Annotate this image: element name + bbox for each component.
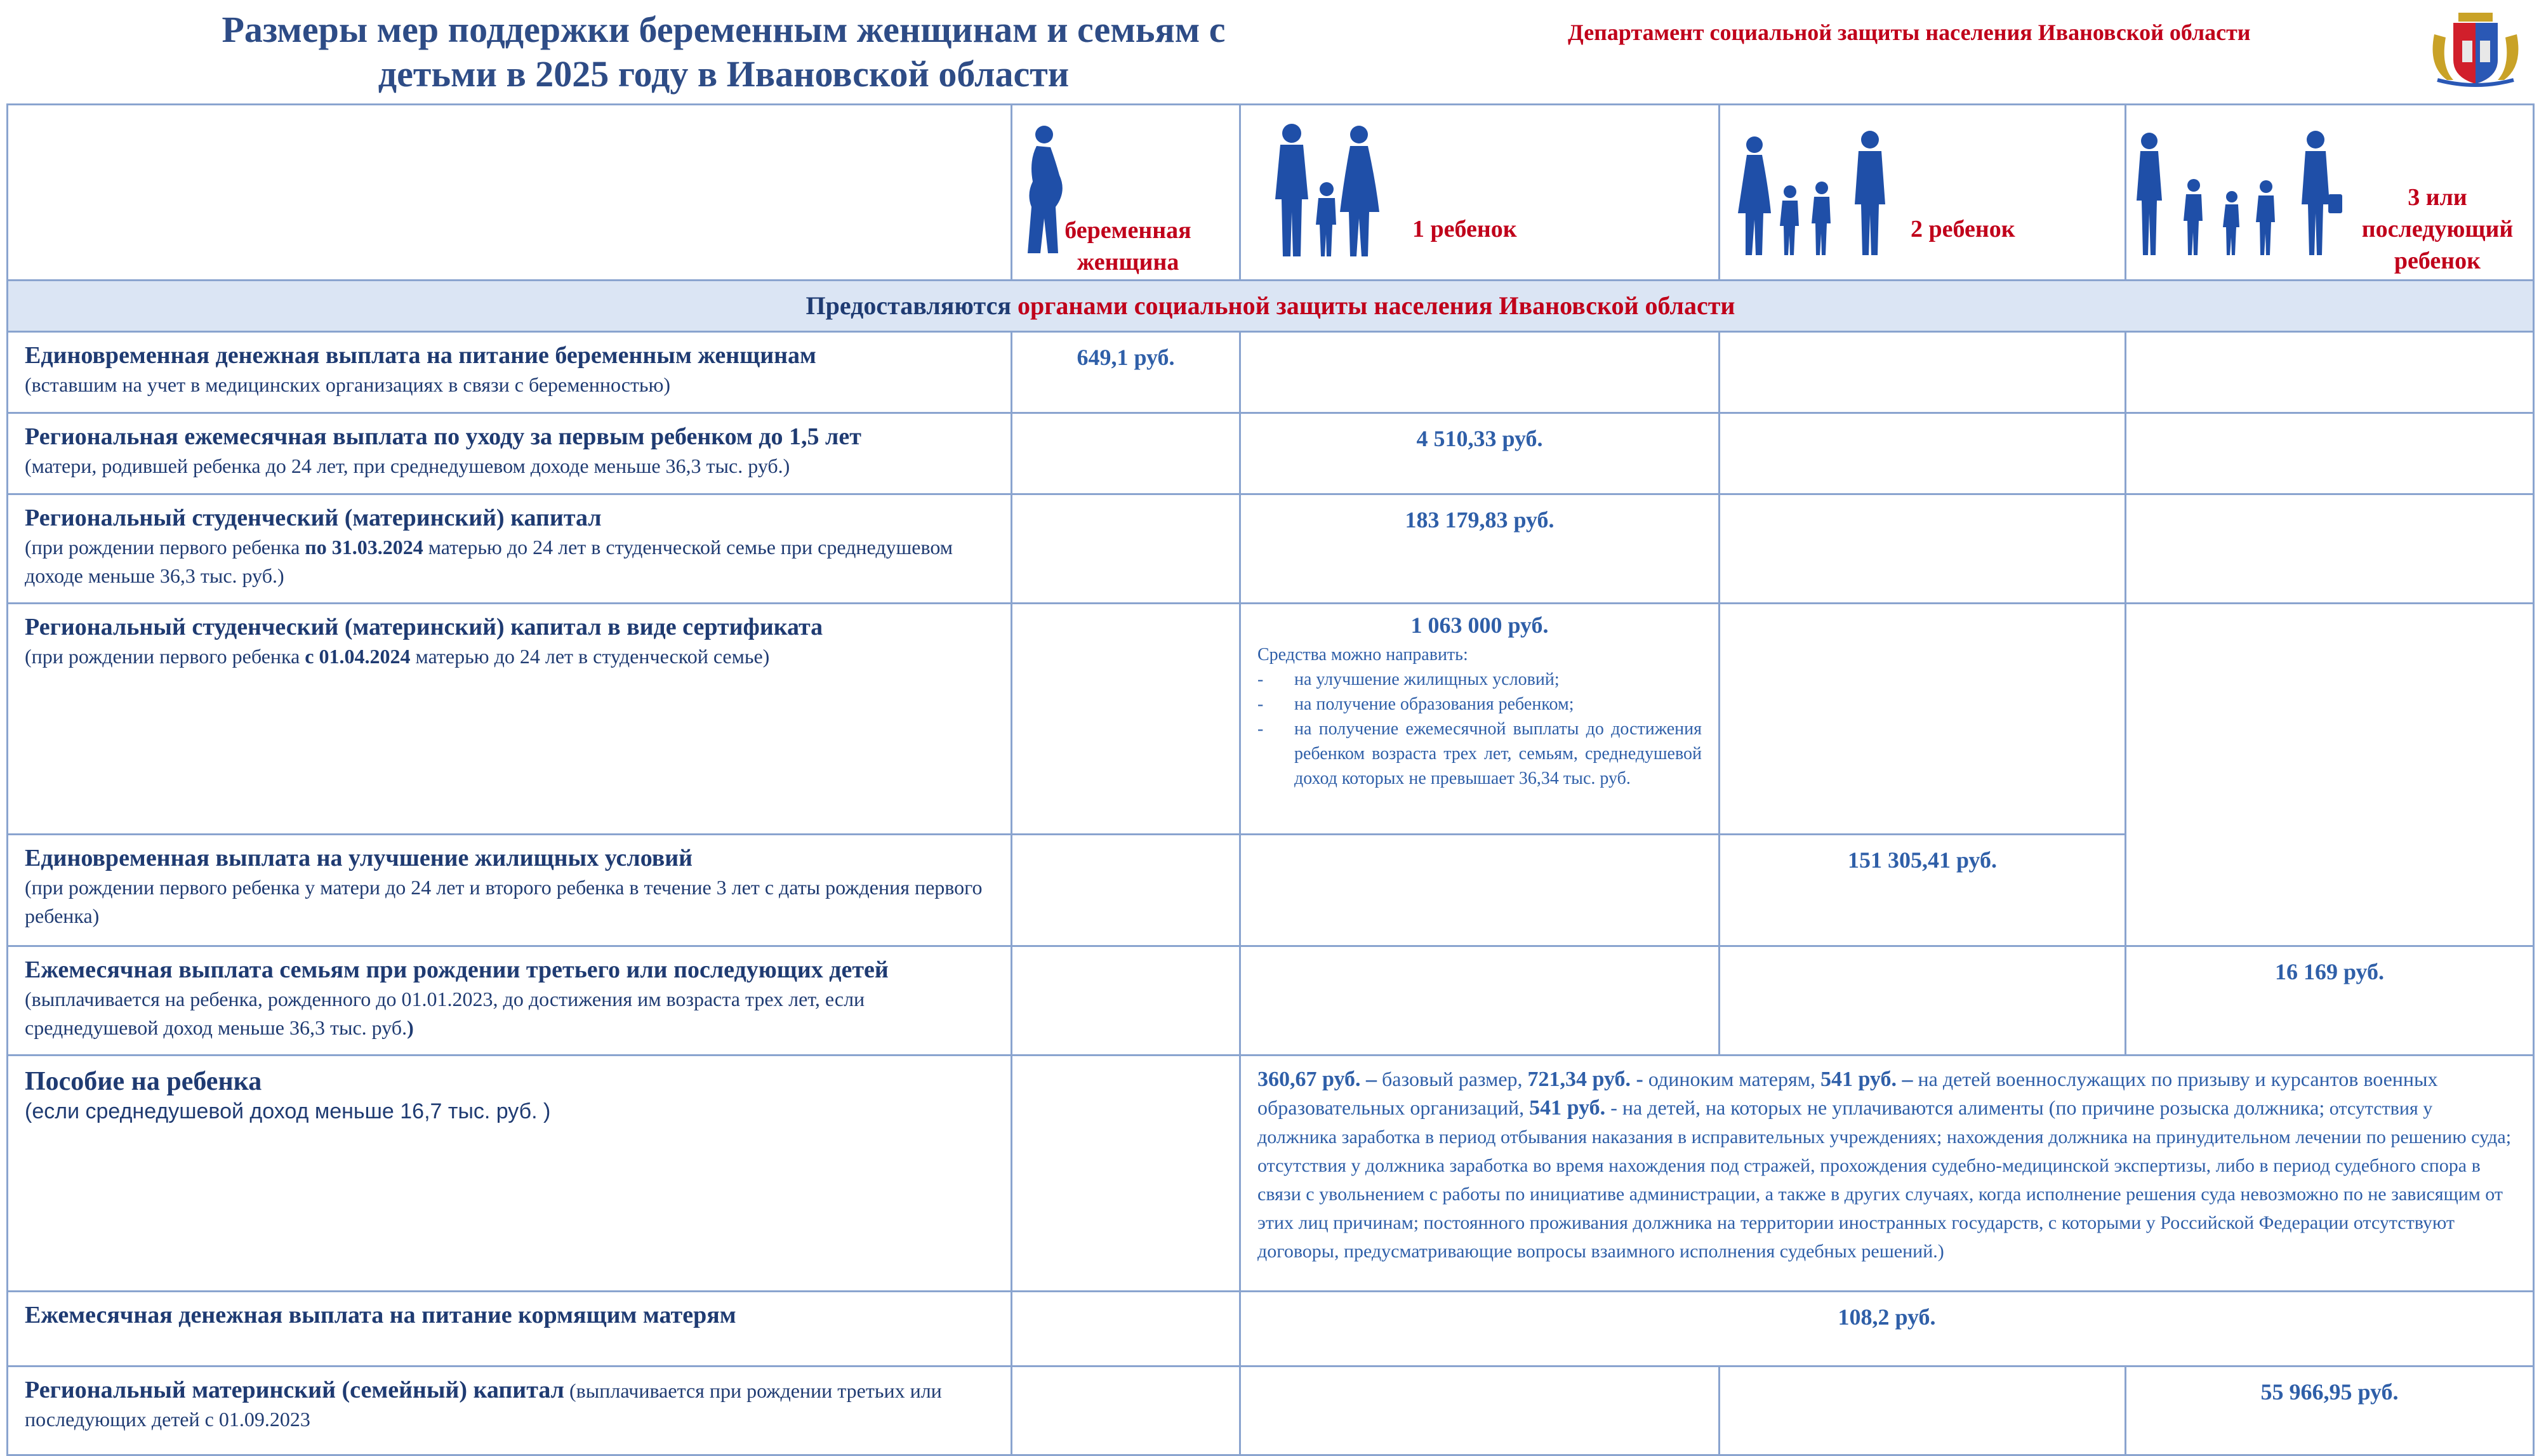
row-label xyxy=(8,947,1011,1042)
row-note: (выплачивается на ребенка, рожденного до 01.01.2023, до достижения им возраста трех лет, если среднедушевой доход меньше 36,3 тыс. руб.) xyxy=(25,988,865,1039)
family-two-children-icon xyxy=(1733,131,1898,258)
section-highlight: органами социальной защиты населения Ивановской области xyxy=(1017,291,1735,320)
column-two-children xyxy=(1720,105,2125,279)
coat-of-arms-icon xyxy=(2422,9,2529,88)
support-table xyxy=(6,103,2535,1456)
row-label xyxy=(8,835,1011,930)
row-note: (при рождении первого ребенка с 01.04.2024 матерью до 24 лет в студенческой семье) xyxy=(25,645,770,668)
table-row xyxy=(8,1367,2534,1455)
section-row xyxy=(8,281,2534,332)
column-caption: 3 или последующий ребенок xyxy=(2361,184,2514,274)
row-value: 4 510,33 руб. xyxy=(1416,426,1543,451)
pregnant-woman-icon xyxy=(1020,123,1071,258)
section-prefix: Предоставляются xyxy=(805,291,1018,320)
row-title: Единовременная денежная выплата на питание беременным женщинам xyxy=(25,342,816,369)
row-note: (при рождении первого ребенка у матери до 24 лет и второго ребенка в течение 3 лет с даты рождения первого ребенка) xyxy=(25,876,983,927)
row-label xyxy=(8,333,1011,399)
row-label xyxy=(8,495,1011,590)
table-row xyxy=(8,946,2534,1056)
title-line-2: детьми в 2025 году в Ивановской области xyxy=(378,53,1070,95)
row-value: 183 179,83 руб. xyxy=(1405,507,1555,533)
row-title: Региональный материнский (семейный) капитал xyxy=(25,1377,564,1403)
row-value: 649,1 руб. xyxy=(1077,345,1175,370)
table-row xyxy=(8,604,2534,835)
row-title: Единовременная выплата на улучшение жилищных условий xyxy=(25,845,693,871)
row-label xyxy=(8,1292,1011,1330)
row-title: Ежемесячная выплата семьям при рождении третьего или последующих детей xyxy=(25,956,889,983)
row-title: Региональный студенческий (материнский) капитал в виде сертификата xyxy=(25,614,823,640)
row-note: (при рождении первого ребенка по 31.03.2024 матерью до 24 лет в студенческой семье при среднедушевом доходе меньше 36,3 тыс. руб.) xyxy=(25,536,953,587)
title-line-1: Размеры мер поддержки беременным женщинам и семьям с xyxy=(222,9,1226,50)
table-row xyxy=(8,494,2534,604)
row-value: 55 966,95 руб. xyxy=(2260,1379,2399,1405)
family-one-child-icon xyxy=(1266,123,1387,258)
header-row xyxy=(8,105,2534,281)
column-one-child xyxy=(1241,105,1718,279)
row-note: (если среднедушевой доход меньше 16,7 тыс. руб. ) xyxy=(25,1099,551,1123)
column-three-children xyxy=(2126,105,2533,279)
row-value: 151 305,41 руб. xyxy=(1847,847,1998,873)
row-value: 108,2 руб. xyxy=(1838,1304,1936,1330)
row-title: Региональный студенческий (материнский) капитал xyxy=(25,505,602,531)
list-item: - на получение ежемесячной выплаты до достижения ребенком возраста трех лет, семьям, среднедушевой доход которых не превышает 36,34 тыс. руб. xyxy=(1257,719,1702,788)
row-note: (выплачивается при рождении третьих или последующих детей с 01.09.2023 xyxy=(25,1379,942,1431)
column-caption: 1 ребенок xyxy=(1412,216,1517,242)
row-label xyxy=(8,1056,1011,1126)
section-heading xyxy=(8,281,2534,332)
list-item: - на получение образования ребенком; xyxy=(1257,694,1574,714)
list-item: - на улучшение жилищных условий; xyxy=(1257,670,1560,689)
table-row xyxy=(8,413,2534,494)
row-value: 16 169 руб. xyxy=(2274,959,2385,984)
header-empty-cell xyxy=(8,105,1011,279)
row-label xyxy=(8,604,1011,671)
page-title xyxy=(121,8,1327,96)
table-row xyxy=(8,1056,2534,1292)
family-three-children-icon xyxy=(2130,131,2346,258)
row-value: 1 063 000 руб. xyxy=(1410,612,1549,638)
certificate-uses xyxy=(1241,639,1718,791)
row-title: Пособие на ребенка xyxy=(25,1067,262,1096)
row-note: (матери, родившей ребенка до 24 лет, при среднедушевом доходе меньше 36,3 тыс. руб.) xyxy=(25,454,790,477)
child-allowance-details: 360,67 руб. – базовый размер, 721,34 руб. - одиноким матерям, 541 руб. – на детей военнослужащих по призыву и курсантов военных образовательных организаций, 541 руб. - на детей, на которых не уплачиваются алименты (по причине розыска должника; отсутствия у должника заработка в период отбывания наказания в исправительных учреждениях; нахождения должника на принудительном лечении по решению суда; отсутствия у должника заработка во время нахождения под стражей, прохождения судебно-медицинской экспертизы, либо в период судебного спора в связи с увольнением с работы по инициативе администрации, а также в других случаях, когда исполнение решения суда невозможно по не зависящим от этих лиц причинам; постоянного проживания должника на территории иностранных государств, с которыми у Российской Федерации отсутствуют договоры, предусматривающие вопросы взаимного исполнения судебных решений.) xyxy=(1257,1068,2512,1262)
row-title: Ежемесячная денежная выплата на питание кормящим матерям xyxy=(25,1302,736,1328)
department-name: Департамент социальной защиты населения Ивановской области xyxy=(1568,20,2251,45)
uses-title: Средства можно направить: xyxy=(1257,645,1468,665)
row-label xyxy=(8,414,1011,480)
column-caption: 2 ребенок xyxy=(1911,216,2015,242)
row-label xyxy=(8,1367,1011,1434)
table-row xyxy=(8,1292,2534,1367)
row-note: (вставшим на учет в медицинских организациях в связи с беременностью) xyxy=(25,373,671,396)
table-row xyxy=(8,332,2534,413)
column-pregnant xyxy=(1012,105,1239,279)
column-caption: беременная женщина xyxy=(1064,217,1191,275)
row-title: Региональная ежемесячная выплата по уходу за первым ребенком до 1,5 лет xyxy=(25,423,861,450)
